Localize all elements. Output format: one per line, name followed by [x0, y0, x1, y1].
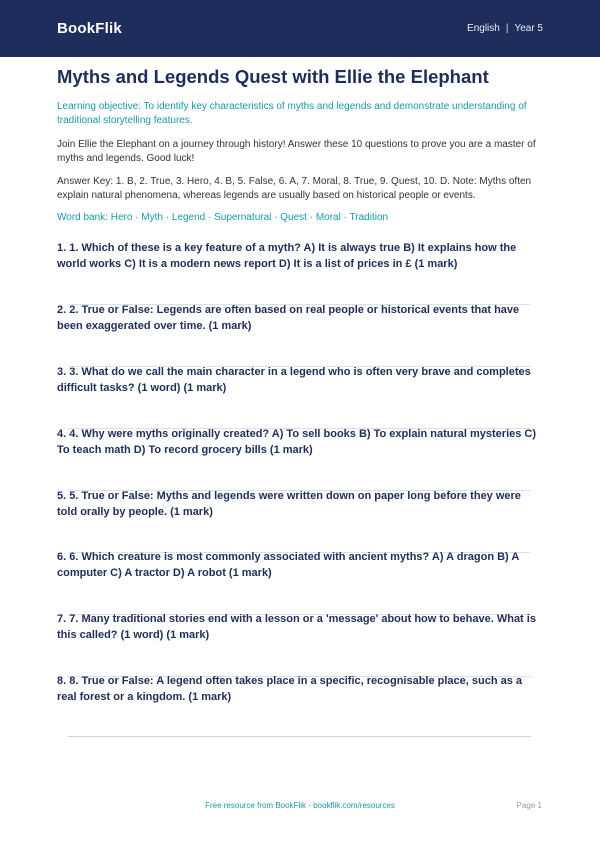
question-2: 2. 2. True or False: Legends are often based on real people or historical events that have been exaggerated over time. (1 mark) — [57, 304, 520, 332]
brand-logo-text: BookFlik — [57, 20, 122, 37]
footer-credit: Free resource from BookFlik · bookflik.com/resources — [205, 801, 395, 810]
intro-text: Join Ellie the Elephant on a journey through history! Answer these 10 questions to prove you are a master of myths and legends. Good luck! — [57, 139, 536, 164]
worksheet-intro — [57, 64, 543, 225]
divider — [68, 736, 531, 737]
question-1: 1. 1. Which of these is a key feature of a myth? A) It is always true B) It explains how the world works C) It is a modern news report D) It is a list of prices in £ (1 mark) — [57, 242, 517, 270]
question-3: 3. 3. What do we call the main character in a legend who is often very brave and completes difficult tasks? (1 word) (1 mark) — [57, 366, 531, 394]
meta-separator: | — [505, 23, 509, 34]
word-bank: Word bank: Hero · Myth · Legend · Supernatural · Quest · Moral · Tradition — [57, 212, 389, 223]
page-number: Page 1 — [516, 801, 542, 810]
question-5: 5. 5. True or False: Myths and legends were written down on paper long before they were told orally by people. (1 mark) — [57, 490, 521, 518]
header-meta — [467, 23, 543, 34]
question-6: 6. 6. Which creature is most commonly associated with ancient myths? A) A dragon B) A computer C) A tractor D) A robot (1 mark) — [57, 551, 519, 579]
learning-objective: Learning objective: To identify key characteristics of myths and legends and demonstrate understanding of traditional storytelling features. — [57, 101, 527, 126]
header-bar — [0, 0, 600, 57]
subject-label: English — [467, 23, 500, 34]
year-label: Year 5 — [514, 23, 543, 34]
footer — [0, 801, 600, 815]
question-7: 7. 7. Many traditional stories end with a lesson or a 'message' about how to behave. What is this called? (1 word) (1 mark) — [57, 613, 536, 641]
answer-key: Answer Key: 1. B, 2. True, 3. Hero, 4. B, 5. False, 6. A, 7. Moral, 8. True, 9. Quest, 10. D. Note: Myths often explain natural phenomena, whereas legends are usually based on historical people or events. — [57, 176, 532, 201]
question-8: 8. 8. True or False: A legend often takes place in a specific, recognisable place, such as a real forest or a kingdom. (1 mark) — [57, 675, 523, 703]
question-4: 4. 4. Why were myths originally created? A) To sell books B) To explain natural mysteries C) To teach math D) To record grocery bills (1 mark) — [57, 428, 537, 456]
worksheet-title: Myths and Legends Quest with Ellie the Elephant — [57, 66, 489, 87]
